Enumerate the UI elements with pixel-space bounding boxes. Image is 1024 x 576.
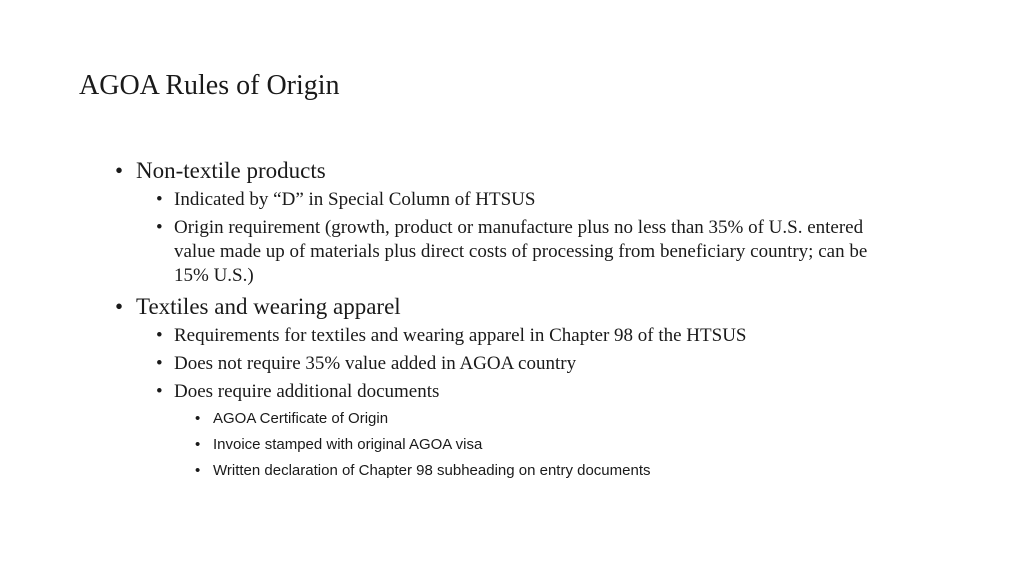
bullet-text: AGOA Certificate of Origin [213,410,389,427]
bullet-text: Written declaration of Chapter 98 subheading on entry documents [213,462,651,479]
bullet-level3 [113,460,903,482]
bullet-text: Non-textile products [136,158,326,183]
bullet-level2 [113,352,903,376]
bullet-level3 [113,434,903,456]
bullet-icon: • [156,217,163,238]
bullet-level3 [113,408,903,430]
bullet-icon: • [115,158,124,183]
bullet-text: Indicated by “D” in Special Column of HTSUS [174,189,536,210]
bullet-icon: • [156,381,163,402]
bullet-list [113,156,903,486]
bullet-level2 [113,324,903,348]
bullet-level1 [113,292,903,322]
bullet-text: Invoice stamped with original AGOA visa [213,436,483,453]
bullet-icon: • [195,410,201,427]
bullet-text: Does not require 35% value added in AGOA country [174,353,577,374]
bullet-text: Textiles and wearing apparel [136,294,401,319]
bullet-text: Origin requirement (growth, product or manufacture plus no less than 35% of U.S. entered value made up of materials plus direct costs of processing from beneficiary country; can be 15% U.S.) [174,217,868,286]
bullet-text: Requirements for textiles and wearing apparel in Chapter 98 of the HTSUS [174,325,747,346]
bullet-level2 [113,380,903,404]
bullet-icon: • [195,436,201,453]
bullet-icon: • [156,353,163,374]
bullet-text: Does require additional documents [174,381,440,402]
bullet-icon: • [156,189,163,210]
bullet-icon: • [156,325,163,346]
slide-title: AGOA Rules of Origin [79,70,340,101]
bullet-level2 [113,216,903,288]
bullet-level1 [113,156,903,186]
bullet-level2 [113,188,903,212]
bullet-icon: • [115,294,124,319]
bullet-icon: • [195,462,201,479]
